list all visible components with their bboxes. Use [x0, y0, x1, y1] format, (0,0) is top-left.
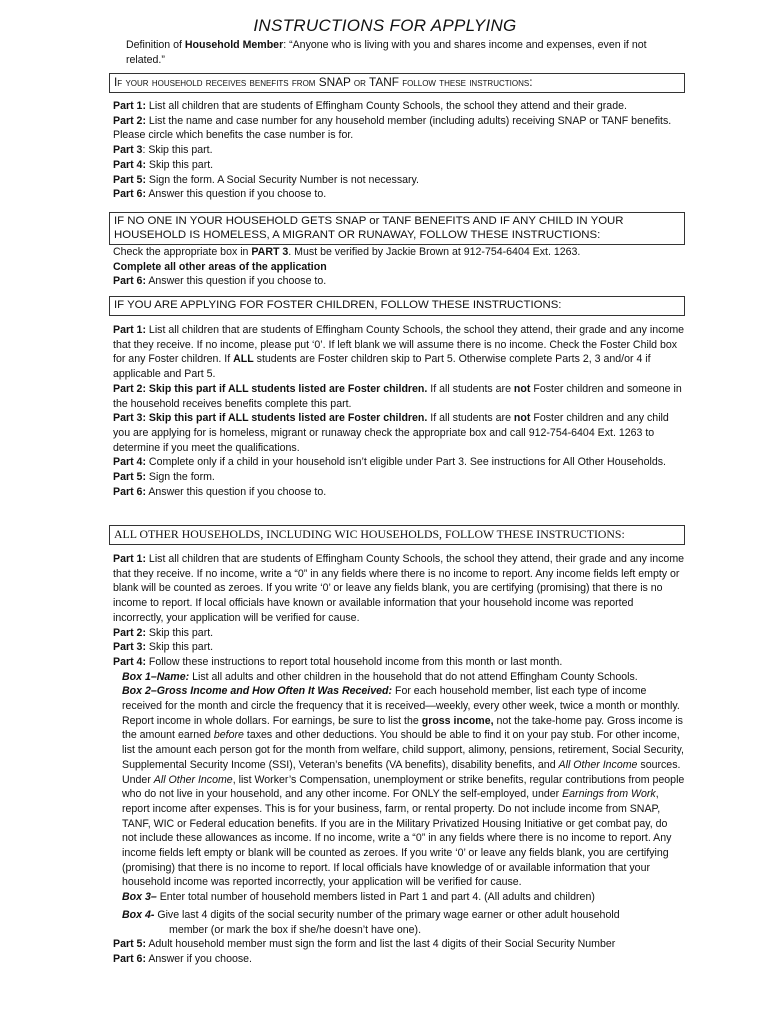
section-foster-header: IF YOU ARE APPLYING FOR FOSTER CHILDREN, FOLLOW THESE INSTRUCTIONS:	[109, 296, 685, 316]
box-4-instruction: Box 4- Give last 4 digits of the social security number of the primary wage earner or other adult household	[122, 908, 620, 921]
part-5-instruction: Part 5: Adult household member must sign the form and list the last 4 digits of their Social Security Number	[113, 938, 616, 951]
homeless-check-instruction: Check the appropriate box in PART 3. Must be verified by Jackie Brown at 912-754-6404 Ext. 1263.	[113, 246, 581, 258]
section-snap-tanf-header: If your household receives benefits from SNAP or TANF follow these instructions:	[109, 73, 685, 93]
part-3-instruction: Part 3: Skip this part.	[113, 641, 214, 654]
box-4-instruction-continued: member (or mark the box if she/he doesn’t have one).	[169, 923, 422, 936]
homeless-complete-instruction: Complete all other areas of the application	[113, 260, 327, 273]
part-2-instruction: Part 2: Skip this part.	[113, 626, 214, 639]
definition-term: Household Member	[184, 39, 284, 51]
section-other-households-header: ALL OTHER HOUSEHOLDS, INCLUDING WIC HOUSEHOLDS, FOLLOW THESE INSTRUCTIONS:	[109, 525, 685, 545]
part-4-instruction: Part 4: Skip this part.	[113, 158, 214, 171]
part-5-instruction: Part 5: Sign the form.	[113, 471, 215, 484]
part-3-instruction: Part 3: Skip this part.	[113, 144, 213, 157]
part-6-instruction: Part 6: Answer this question if you choose to.	[113, 275, 327, 288]
part-1-instruction: Part 1: List all children that are students of Effingham County Schools, the school they attend and their grade.	[113, 100, 627, 112]
part-6-instruction: Part 6: Answer if you choose.	[113, 952, 252, 965]
page-title: INSTRUCTIONS FOR APPLYING	[253, 16, 517, 35]
part-6-instruction: Part 6: Answer this question if you choose to.	[113, 188, 327, 201]
box-2-instruction: Box 2–Gross Income and How Often It Was Received: For each household member, list each type of income received for the month and circle the frequency that it is received—weekly, every other week, twice a month or monthly. Report income in whole dollars. For earnings, be sure to list the gross income, not the take-home pay. Gross income is the amount earned before taxes and other deductions. You should be able to find it on your pay stub. For other income, list the amount each person got for the month from welfare, child support, alimony, pensions, retirement, Social Security, Supplemental Security Income (SSI), Veteran’s benefits (VA benefits), disability benefits, and All Other Income sources. Under All Other Income, list Worker’s Compensation, unemployment or strike benefits, regular contributions from people who do not live in your household, and any other income. For ONLY the self-employed, under Earnings from Work, report income after expenses. This is for your business, farm, or rental property. Do not include income from SNAP, TANF, WIC or Federal education benefits. If you are in the Military Privatized Housing Initiative or get combat pay, do not include these allowances as income. If no income, write a “0” in any fields where there is no income to report. Any income fields left empty or blank will be counted as zeroes. If you write ‘0’ or leave any fields blank, you are certifying (promising) that there is no income to report. If local officials have knowledge of or available information that your household income was reported incorrectly, your application will be verified for cause.	[122, 685, 685, 889]
household-member-definition: Definition of Household Member: “Anyone who is living with you and shares income and expenses, even if not related.”	[126, 39, 647, 66]
part-1-instruction: Part 1: List all children that are students of Effingham County Schools, the school they attend, their grade and any income that they receive. If no income, write a “0” in any fields where there is no income to report. Any income fields left empty or blank will be counted as zeroes. If you write ‘0’ or leave any fields blank, you are certifying (promising) that there is no income to report. If local officials have known or available information that your household income was reported incorrectly, your application will be verified for cause.	[113, 553, 685, 624]
box-1-instruction: Box 1–Name: List all adults and other children in the household that do not attend Effingham County Schools.	[122, 670, 638, 683]
section-snap-tanf-body	[113, 99, 685, 202]
section-foster-body	[113, 323, 685, 499]
part-6-instruction: Part 6: Answer this question if you choose to.	[113, 485, 327, 498]
part-4-instruction: Part 4: Complete only if a child in your household isn’t eligible under Part 3. See instructions for All Other Households.	[113, 456, 666, 469]
part-5-instruction: Part 5: Sign the form. A Social Security Number is not necessary.	[113, 173, 419, 186]
part-2-instruction: Part 2: List the name and case number for any household member (including adults) receiving SNAP or TANF benefits. Please circle which benefits the case number is for.	[113, 114, 672, 142]
section-homeless-body	[113, 245, 685, 289]
box-3-instruction: Box 3– Enter total number of household members listed in Part 1 and part 4. (All adults and children)	[122, 891, 595, 904]
section-other-households-body	[113, 552, 685, 967]
part-1-instruction: Part 1: List all children that are students of Effingham County Schools, the school they attend, their grade and any income that they receive. If no income, please put ‘0’. If left blank we will assume there is no income. Check the Foster Child box for any Foster children. If ALL students are Foster children skip to Part 5. Otherwise complete Parts 2, 3 and/or 4 if applicable and Part 5.	[113, 324, 685, 381]
part-3-instruction: Part 3: Skip this part if ALL students listed are Foster children. If all students are not Foster children and any child you are applying for is homeless, migrant or runaway check the appropriate box and call 912-754-6404 Ext. 1263 to determine if you meet the qualifications.	[113, 412, 669, 454]
part-2-instruction: Part 2: Skip this part if ALL students listed are Foster children. If all students are not Foster children and someone in the household receives benefits complete this part.	[113, 382, 682, 410]
part-4-instruction: Part 4: Follow these instructions to report total household income from this month or last month.	[113, 655, 563, 668]
section-homeless-header: IF NO ONE IN YOUR HOUSEHOLD GETS SNAP or TANF BENEFITS AND IF ANY CHILD IN YOUR HOUSEHOLD IS HOMELESS, A MIGRANT OR RUNAWAY, FOLLOW THESE INSTRUCTIONS:	[109, 212, 685, 245]
